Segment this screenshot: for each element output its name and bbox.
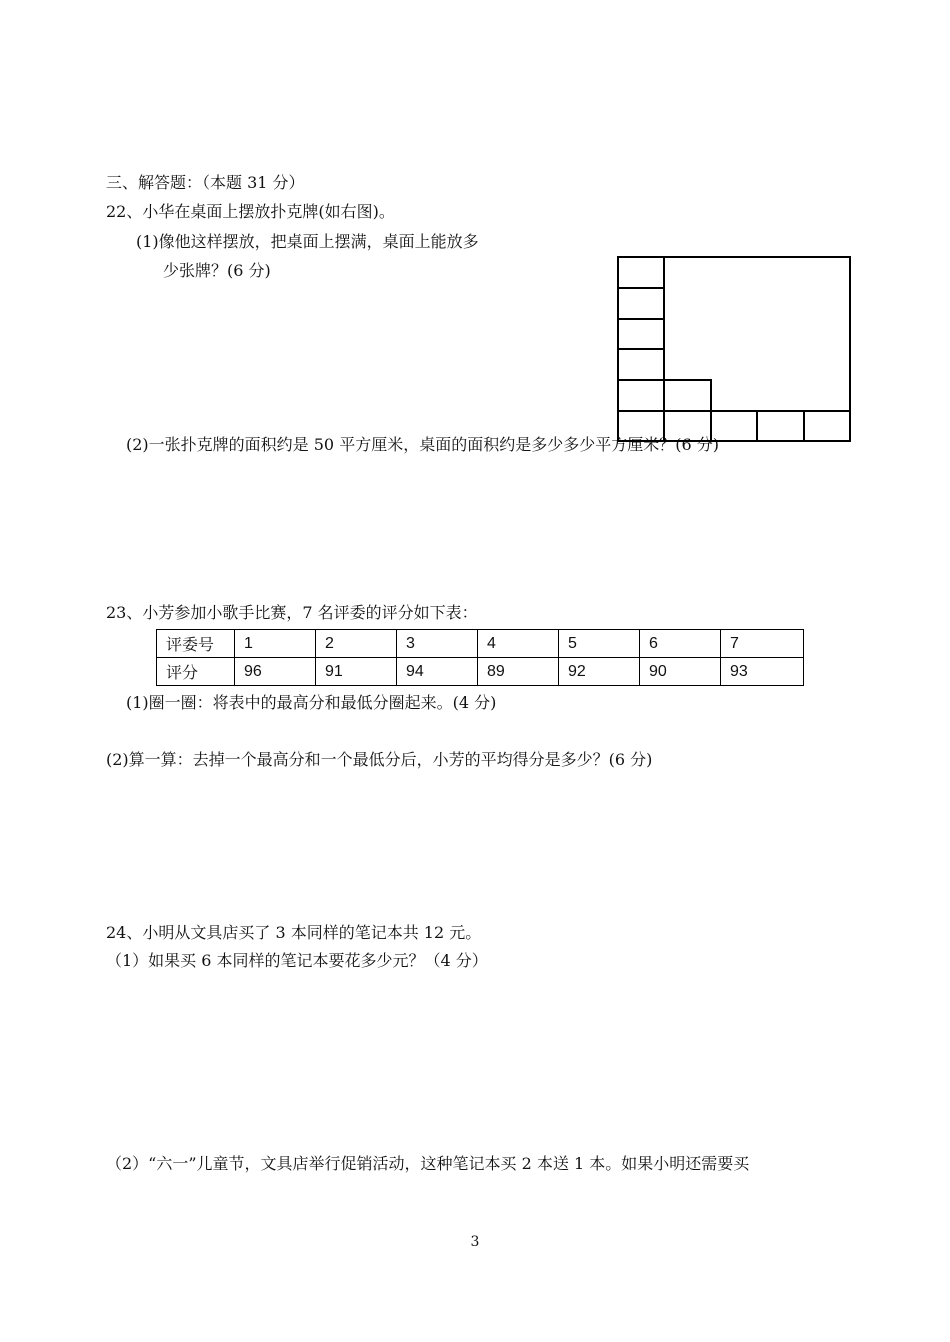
- q23-part1: (1)圈一圈：将表中的最高分和最低分圈起来。(4 分): [126, 693, 497, 712]
- judge-number-cell: 6: [640, 630, 721, 658]
- q23-part2: (2)算一算：去掉一个最高分和一个最低分后，小芳的平均得分是多少？(6 分): [106, 750, 653, 769]
- score-cell: 93: [721, 658, 804, 686]
- score-cell: 96: [235, 658, 316, 686]
- q22-part2: (2)一张扑克牌的面积约是 50 平方厘米，桌面的面积约是多少多少平方厘米？(6 分): [126, 435, 719, 454]
- judge-number-cell: 4: [478, 630, 559, 658]
- score-cell: 94: [397, 658, 478, 686]
- table-row-score: [157, 658, 804, 686]
- q24-part1: （1）如果买 6 本同样的笔记本要花多少元？（4 分）: [106, 951, 488, 970]
- q22-stem: 22、小华在桌面上摆放扑克牌(如右图)。: [106, 202, 395, 221]
- score-cell: 91: [316, 658, 397, 686]
- table-surface: [618, 257, 850, 441]
- playing-card: [618, 257, 664, 288]
- q24-stem: 24、小明从文具店买了 3 本同样的笔记本共 12 元。: [106, 923, 482, 942]
- judge-number-cell: 2: [316, 630, 397, 658]
- row-header-score: 评分: [157, 658, 235, 686]
- score-table: [156, 629, 804, 686]
- judge-number-cell: 5: [559, 630, 640, 658]
- q23-stem: 23、小芳参加小歌手比赛，7 名评委的评分如下表：: [106, 603, 478, 622]
- judge-number-cell: 3: [397, 630, 478, 658]
- playing-card: [618, 288, 664, 319]
- q24-part2: （2）“六一”儿童节，文具店举行促销活动，这种笔记本买 2 本送 1 本。如果小明还需要买: [106, 1154, 750, 1173]
- judge-number-cell: 7: [721, 630, 804, 658]
- section-title: 三、解答题：（本题 31 分）: [106, 173, 305, 192]
- q22-part1-line2: 少张牌？(6 分): [163, 261, 271, 280]
- row-header-judge-number: 评委号: [157, 630, 235, 658]
- playing-card: [618, 380, 664, 411]
- playing-card: [618, 319, 664, 349]
- q22-part1-line1: (1)像他这样摆放，把桌面上摆满，桌面上能放多: [136, 232, 479, 251]
- score-cell: 89: [478, 658, 559, 686]
- score-cell: 92: [559, 658, 640, 686]
- table-row-judge-number: [157, 630, 804, 658]
- playing-card: [618, 349, 664, 380]
- judge-number-cell: 1: [235, 630, 316, 658]
- playing-card: [664, 380, 711, 411]
- score-cell: 90: [640, 658, 721, 686]
- page-number: 3: [470, 1234, 480, 1250]
